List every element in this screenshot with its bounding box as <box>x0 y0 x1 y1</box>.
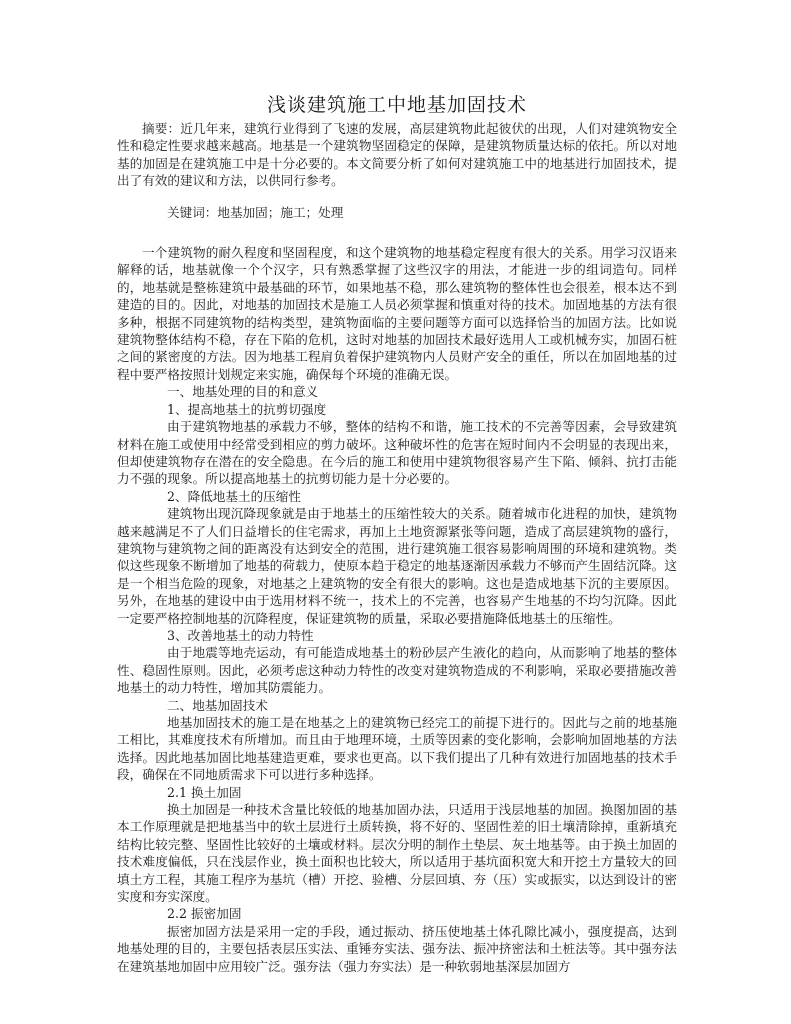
document-page <box>117 92 677 975</box>
paragraph-2: 地基加固技术的施工是在地基之上的建筑物已经完工的前提下进行的。因此与之前的地基施工相比，其难度技术有所增加。而且由于地理环境，土质等因素的变化影响，会影响加固地基的方法选择。因此地基加固比地基建造更难，要求也更高。以下我们提出了几种有效进行加固地基的技术手段，确保在不同地质需求下可以进行多种选择。 <box>117 715 677 783</box>
paragraph-2-1: 换土加固是一种技术含量比较低的地基加固办法，只适用于浅层地基的加固。换图加固的基本工作原理就是把地基当中的软土层进行土质转换，将不好的、坚固性差的旧土壤清除掉，重新填充结构比较完整、坚固性比较好的土壤或材料。层次分明的制作土垫层、灰土地基等。由于换土加固的技术难度偏低，只在浅层作业，换土面积也比较大，所以适用于基坑面积宽大和开挖土方量较大的回填土方工程，其施工程序为基坑（槽）开挖、验槽、分层回填、夯（压）实或振实，以达到设计的密实度和夯实深度。 <box>117 802 677 905</box>
document-title: 浅谈建筑施工中地基加固技术 <box>266 94 527 116</box>
subsection-heading-2-1: 2.1 换土加固 <box>167 784 242 800</box>
section-heading-1: 一、地基处理的目的和意义 <box>167 384 319 400</box>
abstract: 摘要：近几年来，建筑行业得到了飞速的发展，高层建筑物此起彼伏的出现，人们对建筑物安全性和稳定性要求越来越高。地基是一个建筑物坚固稳定的保障，是建筑物质量达标的依托。所以对地基的加固是在建筑施工中是十分必要的。本文简要分析了如何对建筑施工中的地基进行加固技术，提出了有效的建议和方法，以供同行参考。 <box>117 121 677 189</box>
subsection-heading-1-2: 2、降低地基土的压缩性 <box>167 488 301 504</box>
paragraph-2-2: 振密加固方法是采用一定的手段，通过振动、挤压使地基土体孔隙比减小，强度提高，达到地基处理的目的，主要包括表层压实法、重锤夯实法、强夯法、振冲挤密法和土桩法等。其中强夯法在建筑基地加固中应用较广泛。强夯法（强力夯实法）是一种软弱地基深层加固方 <box>117 923 677 974</box>
keywords: 关键词：地基加固；施工；处理 <box>167 204 344 220</box>
intro-paragraph: 一个建筑物的耐久程度和坚固程度，和这个建筑物的地基稳定程度有很大的关系。用学习汉语来解释的话，地基就像一个个汉字，只有熟悉掌握了这些汉字的用法，才能进一步的组词造句。同样的，地基就是整栋建筑中最基础的环节，如果地基不稳，那么建筑物的整体性也会很差，根本达不到建造的目的。因此，对地基的加固技术是施工人员必须掌握和慎重对待的技术。加固地基的方法有很多种，根据不同建筑物的结构类型，建筑物面临的主要问题等方面可以选择恰当的加固方法。比如说建筑物整体结构不稳，存在下陷的危机，这时对地基的加固技术最好选用人工或机械夯实，加固石桩之间的紧密度的方法。因为地基工程肩负着保护建筑物内人员财产安全的重任，所以在加固地基的过程中要严格按照计划规定来实施，确保每个环境的准确无误。 <box>117 245 677 382</box>
paragraph-1-3: 由于地震等地壳运动，有可能造成地基土的粉砂层产生液化的趋向，从而影响了地基的整体性、稳固性原则。因此，必须考虑这种动力特性的改变对建筑物造成的不利影响，采取必要措施改善地基土的动力特性，增加其防震能力。 <box>117 645 677 696</box>
subsection-heading-2-2: 2.2 振密加固 <box>167 906 242 922</box>
subsection-heading-1-3: 3、改善地基土的动力特性 <box>167 627 314 643</box>
paragraph-1-1: 由于建筑物地基的承载力不够，整体的结构不和谐，施工技术的不完善等因素，会导致建筑材料在施工或使用中经常受到相应的剪力破坏。这种破坏性的危害在短时间内不会明显的表现出来，但却使建筑物存在潜在的安全隐患。在今后的施工和使用中建筑物很容易产生下陷、倾斜、抗打击能力不强的现象。所以提高地基土的抗剪切能力是十分必要的。 <box>117 419 677 487</box>
section-heading-2: 二、地基加固技术 <box>167 697 268 713</box>
subsection-heading-1-1: 1、提高地基土的抗剪切强度 <box>167 401 327 417</box>
paragraph-1-2: 建筑物出现沉降现象就是由于地基土的压缩性较大的关系。随着城市化进程的加快，建筑物越来越满足不了人们日益增长的住宅需求，再加上土地资源紧张等问题，造成了高层建筑物的盛行，建筑物与建筑物之间的距离没有达到安全的范围，进行建筑施工很容易影响周围的环境和建筑物。类似这些现象不断增加了地基的荷载力，使原本趋于稳定的地基逐渐因承载力不够而产生固结沉降。这是一个相当危险的现象，对地基之上建筑物的安全有很大的影响。这也是造成地基下沉的主要原因。另外，在地基的建设中由于选用材料不统一，技术上的不完善，也容易产生地基的不均匀沉降。因此一定要严格控制地基的沉降程度，保证建筑物的质量，采取必要措施降低地基土的压缩性。 <box>117 506 677 626</box>
